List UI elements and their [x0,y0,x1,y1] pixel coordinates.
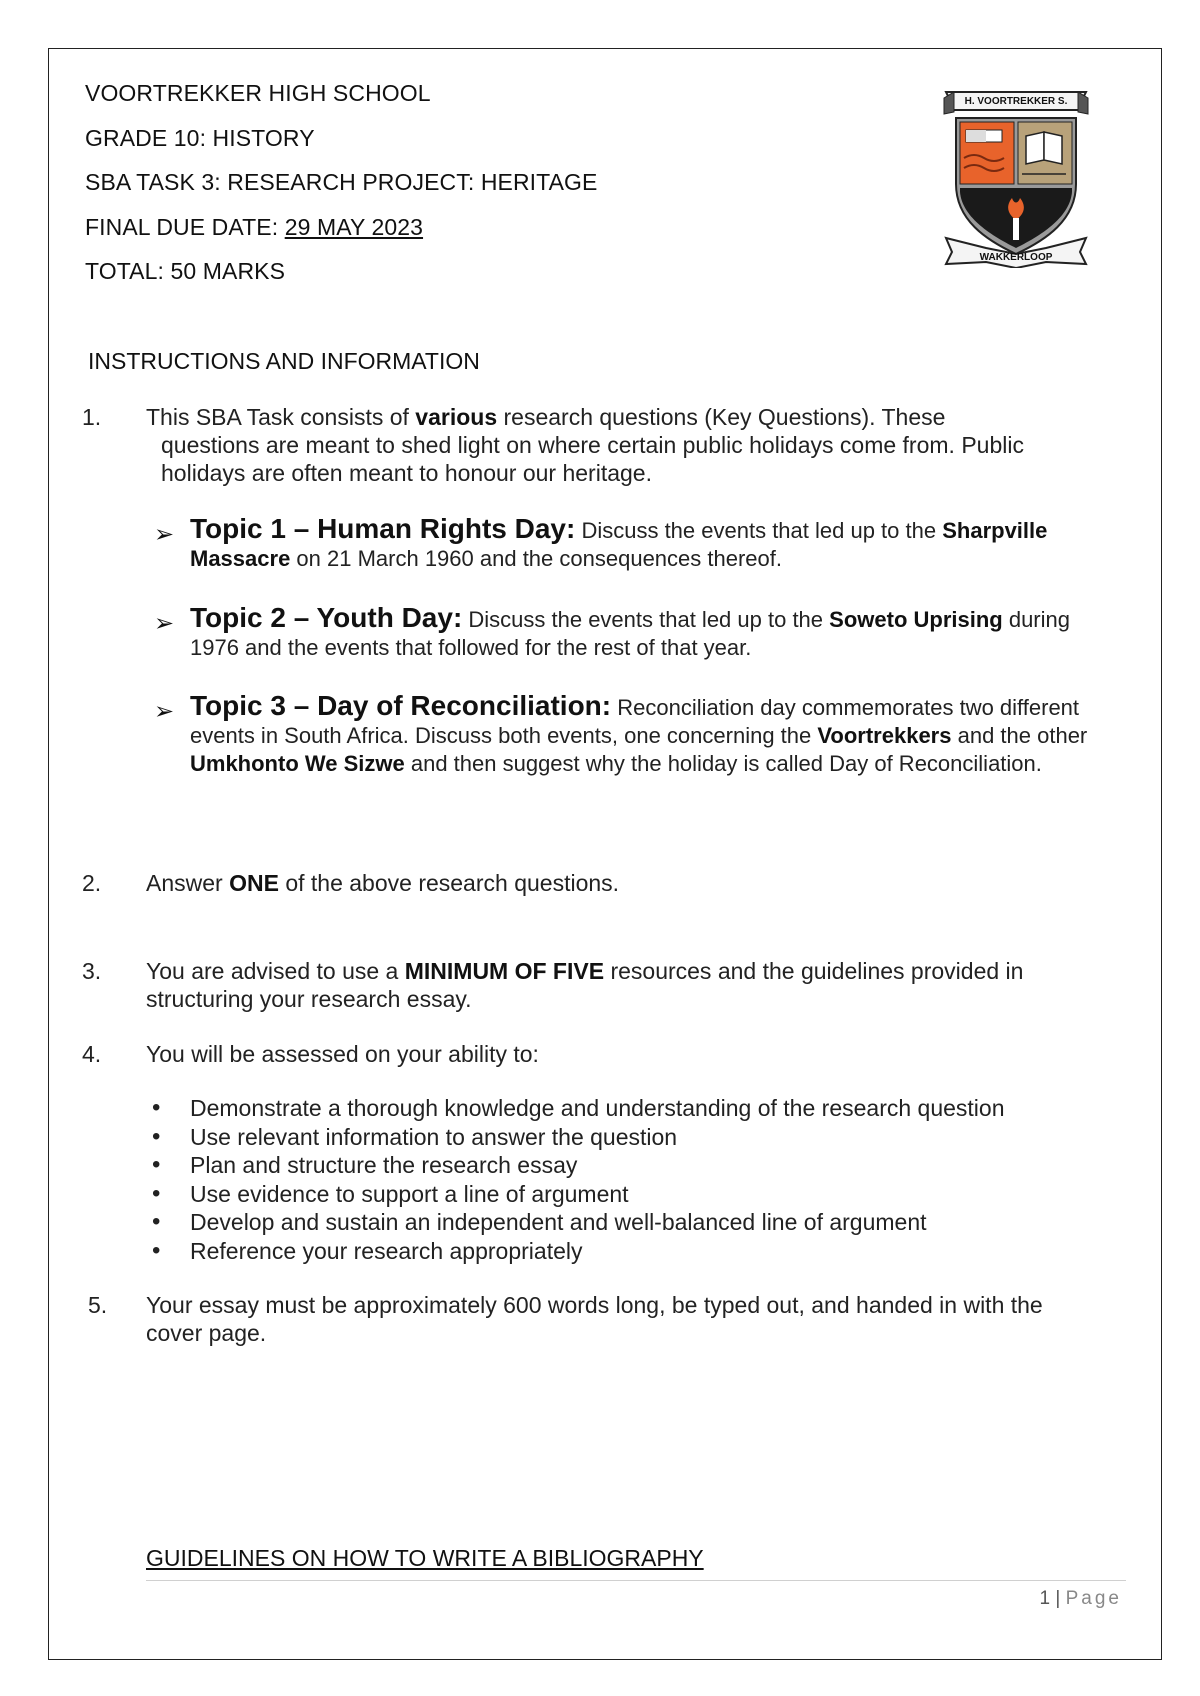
topic-2-bold: Soweto Uprising [829,607,1003,632]
footer-divider [146,1580,1126,1581]
item-3-text-b: resources and the guidelines provided in [604,958,1024,984]
item-3-line-2: structuring your research essay. [146,986,472,1012]
page-label: Page [1065,1588,1122,1609]
item-1-line-3: holidays are often meant to honour our heritage. [161,460,652,486]
topic-2-text-a: Discuss the events that led up to the [462,607,830,632]
instructions-heading: INSTRUCTIONS AND INFORMATION [88,348,480,374]
bullet-item: • Plan and structure the research essay [150,1151,1005,1180]
bullet-item: • Use relevant information to answer the question [150,1123,1005,1152]
item-4-text: You will be assessed on your ability to: [146,1041,539,1067]
topic-3-text-b: and the other [951,723,1088,748]
topic-2 [190,604,1120,662]
topic-1-text-a: Discuss the events that led up to the [575,518,943,543]
topic-1-bold: Sharpville Massacre [190,518,1048,571]
topic-1-heading: Topic 1 – Human Rights Day: [190,513,576,544]
item-1-text-b: research questions (Key Questions). These [497,404,946,430]
item-2-number: 2. [82,870,102,896]
bullet-item: • Develop and sustain an independent and well-balanced line of argument [150,1208,1005,1237]
item-3-number: 3. [82,958,102,984]
page-number: 1 [1039,1588,1051,1609]
bullet-item: • Use evidence to support a line of argument [150,1180,1005,1209]
topic-3 [190,692,1120,778]
item-1-text [146,403,1086,431]
item-5-number: 5. [88,1292,108,1318]
item-5-line-1: Your essay must be approximately 600 words long, be typed out, and handed in with the [146,1292,1043,1318]
item-2-text [146,869,1086,897]
item-5-line-2: cover page. [146,1320,267,1346]
topic-3-text-c: and then suggest why the holiday is called Day of Reconciliation. [404,751,1042,776]
item-3-text [146,957,1106,985]
topic-1-text-b: on 21 March 1960 and the consequences thereof. [290,546,782,571]
task-title: SBA TASK 3: RESEARCH PROJECT: HERITAGE [85,169,598,195]
bullet-item: • Demonstrate a thorough knowledge and understanding of the research question [150,1094,1005,1123]
item-3-bold: MINIMUM OF FIVE [404,958,605,984]
item-2-text-b: of the above research questions. [278,870,620,896]
crest-top-text: H. VOORTREKKER S. [964,96,1068,107]
item-1-bold: various [415,404,498,430]
page-footer [1040,1588,1122,1610]
assessment-bullet-list [150,1094,1005,1265]
due-date-value: 29 MAY 2023 [284,213,424,240]
school-crest-logo [942,88,1090,268]
topic-1 [190,515,1120,573]
topic-3-bold-a: Voortrekkers [817,723,952,748]
item-1-line-2: questions are meant to shed light on where certain public holidays come from. Public [161,432,1024,458]
topic-2-text-b: during 1976 and the events that followed for the rest of that year. [190,607,1070,660]
item-1-text-a: This SBA Task consists of [146,404,416,430]
page-separator: | [1050,1588,1066,1609]
topic-3-arrow-icon: ➢ [154,698,175,725]
school-name: VOORTREKKER HIGH SCHOOL [85,80,431,106]
document-header [85,80,597,303]
topic-3-text-a: Reconciliation day commemorates two different events in South Africa. Discuss both events, one concerning the [190,695,1080,748]
bullet-item: • Reference your research appropriately [150,1237,1005,1266]
topic-2-arrow-icon: ➢ [154,610,175,637]
crest-bottom-text: WAKKERLOOP [979,252,1053,263]
topic-3-bold-b: Umkhonto We Sizwe [190,751,405,776]
item-2-text-a: Answer [146,870,230,896]
grade-subject: GRADE 10: HISTORY [85,124,315,151]
topic-2-heading: Topic 2 – Youth Day: [190,602,463,633]
due-date-label: FINAL DUE DATE: [85,213,285,240]
item-3-text-a: You are advised to use a [146,958,405,984]
item-4-number: 4. [82,1041,102,1067]
due-date-line [85,214,597,259]
topic-3-heading: Topic 3 – Day of Reconciliation: [190,690,612,721]
item-1-number: 1. [82,404,102,430]
topic-1-arrow-icon: ➢ [154,521,175,548]
total-marks: TOTAL: 50 MARKS [85,258,286,284]
bibliography-guidelines-heading: GUIDELINES ON HOW TO WRITE A BIBLIOGRAPHY [146,1545,704,1571]
item-2-bold: ONE [229,870,279,896]
